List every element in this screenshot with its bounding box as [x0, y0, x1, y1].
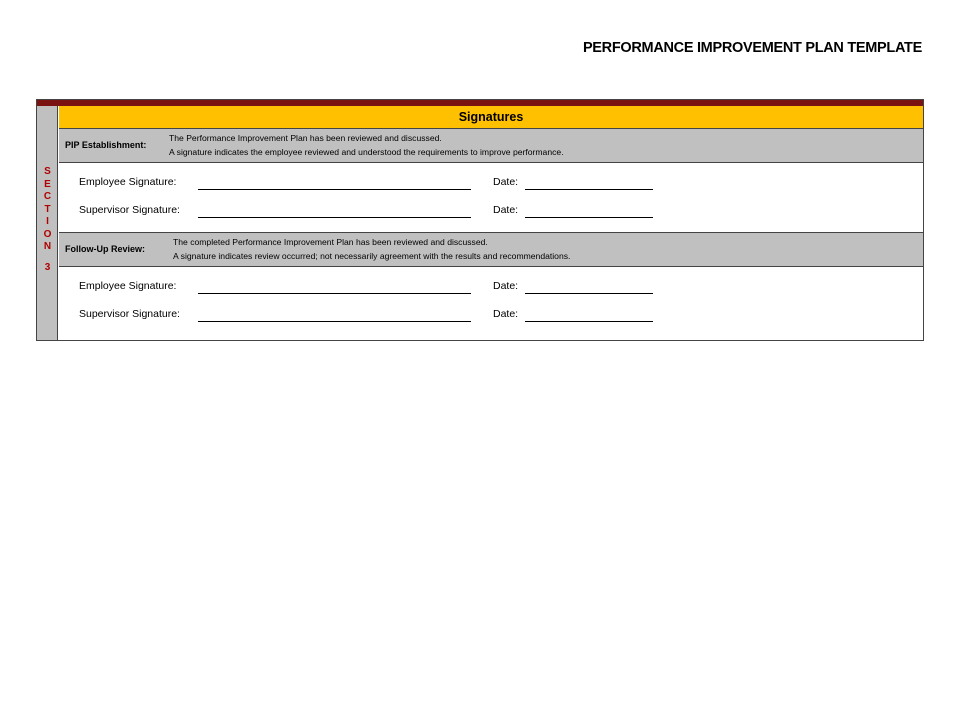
follow-up-review-band [59, 232, 923, 267]
section-label-column [37, 106, 58, 340]
signatures-table [36, 99, 924, 341]
section-letter: N [43, 241, 52, 252]
follow-up-line-2: A signature indicates review occurred; not necessarily agreement with the results and recommendations. [173, 251, 571, 261]
section-letter: I [46, 216, 49, 227]
pip-establishment-description [169, 131, 564, 159]
employee-signature-line[interactable] [198, 189, 471, 190]
employee-signature-label: Employee Signature: [79, 280, 177, 292]
date-line[interactable] [525, 217, 653, 218]
section-letter: S [44, 166, 51, 177]
pip-establishment-line-1: The Performance Improvement Plan has been reviewed and discussed. [169, 133, 442, 143]
section-letter: E [44, 178, 51, 190]
supervisor-signature-line[interactable] [198, 217, 471, 218]
section-letter: O [43, 228, 52, 240]
employee-signature-line[interactable] [198, 293, 471, 294]
date-label: Date: [493, 308, 519, 320]
date-line[interactable] [525, 321, 653, 322]
section-number: 3 [44, 261, 51, 273]
pip-supervisor-signature-row [59, 204, 923, 220]
document-title: PERFORMANCE IMPROVEMENT PLAN TEMPLATE [582, 40, 922, 56]
signatures-content [59, 106, 923, 340]
date-label: Date: [493, 204, 519, 216]
pip-employee-signature-row [59, 176, 923, 192]
supervisor-signature-label: Supervisor Signature: [79, 204, 180, 216]
pip-establishment-line-2: A signature indicates the employee reviewed and understood the requirements to improve performance. [169, 147, 564, 157]
section-label [37, 166, 58, 274]
supervisor-signature-label: Supervisor Signature: [79, 308, 180, 320]
followup-supervisor-signature-row [59, 308, 923, 324]
pip-establishment-label: PIP Establishment: [65, 140, 147, 150]
follow-up-review-description [173, 235, 570, 263]
follow-up-review-label: Follow-Up Review: [65, 244, 146, 254]
follow-up-line-1: The completed Performance Improvement Plan has been reviewed and discussed. [173, 237, 488, 247]
followup-employee-signature-row [59, 280, 923, 296]
employee-signature-label: Employee Signature: [79, 176, 177, 188]
pip-establishment-band [59, 129, 923, 163]
date-label: Date: [493, 176, 519, 188]
section-letter: T [44, 203, 51, 215]
date-label: Date: [493, 280, 519, 292]
date-line[interactable] [525, 189, 653, 190]
signatures-header: Signatures [59, 106, 923, 129]
date-line[interactable] [525, 293, 653, 294]
section-letter: C [43, 191, 52, 202]
supervisor-signature-line[interactable] [198, 321, 471, 322]
